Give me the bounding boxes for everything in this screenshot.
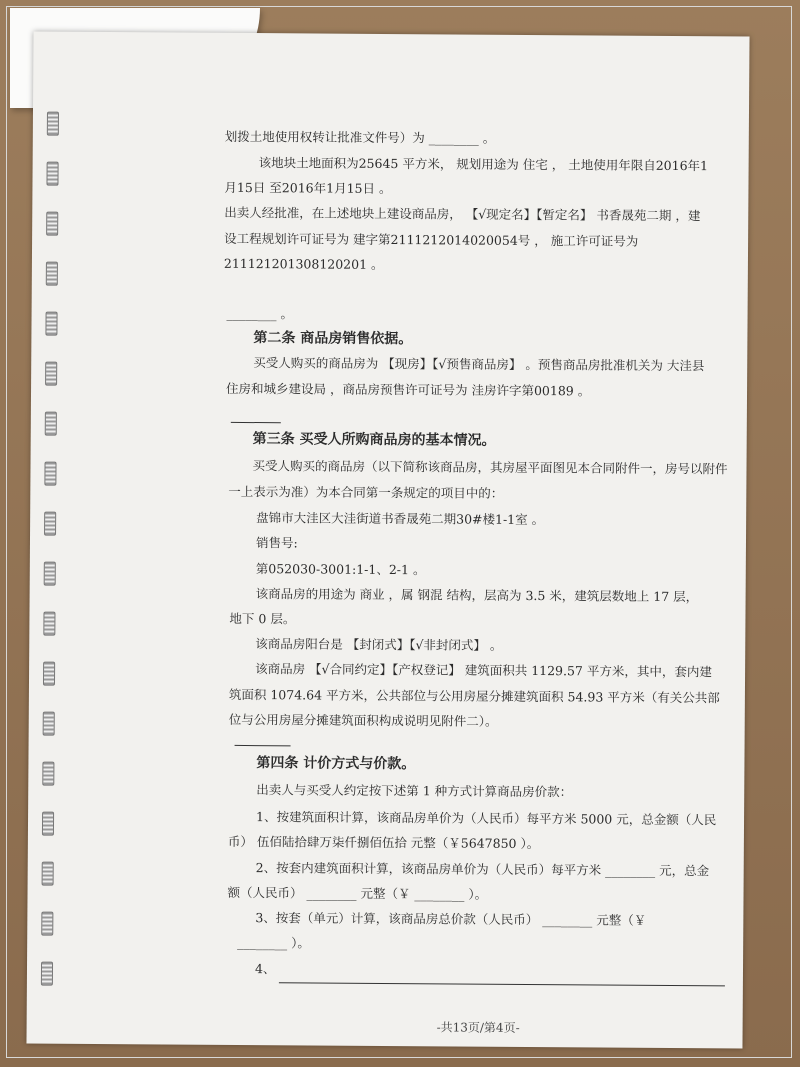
text-line: 划拨土地使用权转让批准文件号）为 ________ 。 <box>224 128 496 146</box>
separator-line <box>235 744 291 746</box>
feed-hole <box>42 762 54 786</box>
feed-hole <box>44 462 56 486</box>
text-line: 一上表示为准）为本合同第一条规定的项目中的： <box>228 483 504 501</box>
feed-hole <box>42 812 54 836</box>
text-line: 币） 伍佰陆拾肆万柒仟捌佰伍拾 元整（￥5647850 ）。 <box>227 833 540 852</box>
separator-line <box>231 421 281 423</box>
feed-hole <box>41 962 53 986</box>
feed-hole <box>43 612 55 636</box>
text-line: 设工程规划许可证号为 建字第2111212014020054号 ， 施工许可证号为 <box>224 230 639 249</box>
text-line: 该地块土地面积为25645 平方米， 规划用途为 住宅 ， 土地使用年限自2016年1 <box>258 155 709 174</box>
separator-line <box>279 981 725 986</box>
feed-hole <box>46 162 58 186</box>
text-line: 销售号: <box>255 535 298 551</box>
contract-page <box>26 32 749 1049</box>
text-line: 月15日 至2016年1月15日 。 <box>224 179 392 197</box>
feed-hole <box>46 212 58 236</box>
text-line: 1、按建筑面积计算，该商品房单价为（人民币）每平方米 5000 元，总金额（人民 <box>256 809 717 828</box>
text-line: 该商品房 【√合同约定】【产权登记】 建筑面积共 1129.57 平方米，其中，套内建 <box>255 661 712 680</box>
text-line: 3、按套（单元）计算，该商品房总价款（人民币） ________ 元整（￥ <box>255 910 647 928</box>
text-line: 4、 <box>254 961 276 977</box>
feed-hole <box>47 112 59 136</box>
feed-hole <box>45 312 57 336</box>
feed-hole <box>42 862 54 886</box>
text-line: ________ ）。 <box>237 934 310 951</box>
text-line: 该商品房的用途为 商业 ，属 钢混 结构，层高为 3.5 米，建筑层数地上 17 层， <box>255 586 699 605</box>
text-line: 该商品房阳台是 【封闭式】【√非封闭式】 。 <box>255 636 503 653</box>
text-line: 211121201308120201 。 <box>223 255 384 272</box>
text-line: 筑面积 1074.64 平方米，公共部位与公用房屋分摊建筑面积 54.93 平方米（有关公共部 <box>228 686 720 706</box>
text-line: ________ 。 <box>226 305 294 322</box>
text-line: 出卖人经批准，在上述地块上建设商品房， 【√现定名】【暂定名】 书香晟苑二期 ，建 <box>224 204 701 224</box>
text-line: 位与公用房屋分摊建筑面积构成说明见附件二）。 <box>228 711 498 729</box>
text-line: 住房和城乡建设局 ，商品房预售许可证号为 洼房许字第00189 。 <box>226 380 591 399</box>
text-line: 出卖人与买受人约定按下述第 1 种方式计算商品房价款： <box>256 782 573 800</box>
section-heading-2: 第二条 商品房销售依据。 <box>253 330 413 348</box>
text-line: 买受人购买的商品房（以下简称该商品房，其房屋平面图见本合同附件一，房号以附件 <box>252 458 728 477</box>
section-heading-4: 第四条 计价方式与价款。 <box>256 755 416 773</box>
property-address: 盘锦市大洼区大洼街道书香晟苑二期30#楼1-1室 。 <box>256 510 545 528</box>
sales-number: 第052030-3001:1-1、2-1 。 <box>255 561 426 578</box>
text-line: 买受人购买的商品房为 【现房】【√预售商品房】 。预售商品房批准机关为 大洼县 <box>253 355 705 374</box>
feed-hole <box>44 512 56 536</box>
feed-hole <box>46 262 58 286</box>
feed-hole <box>41 912 53 936</box>
section-heading-3: 第三条 买受人所购商品房的基本情况。 <box>252 431 496 449</box>
page-footer: -共13页/第4页- <box>436 1020 520 1035</box>
feed-hole <box>43 712 55 736</box>
tractor-feed-holes <box>41 112 63 1012</box>
text-line: 额（人民币） ________ 元整（￥ ________ ）。 <box>227 884 488 902</box>
feed-hole <box>43 662 55 686</box>
feed-hole <box>44 562 56 586</box>
text-line: 2、按套内建筑面积计算，该商品房单价为（人民币）每平方米 ________ 元，总金 <box>255 860 710 879</box>
feed-hole <box>45 362 57 386</box>
feed-hole <box>45 412 57 436</box>
text-line: 地下 0 层。 <box>229 610 296 627</box>
